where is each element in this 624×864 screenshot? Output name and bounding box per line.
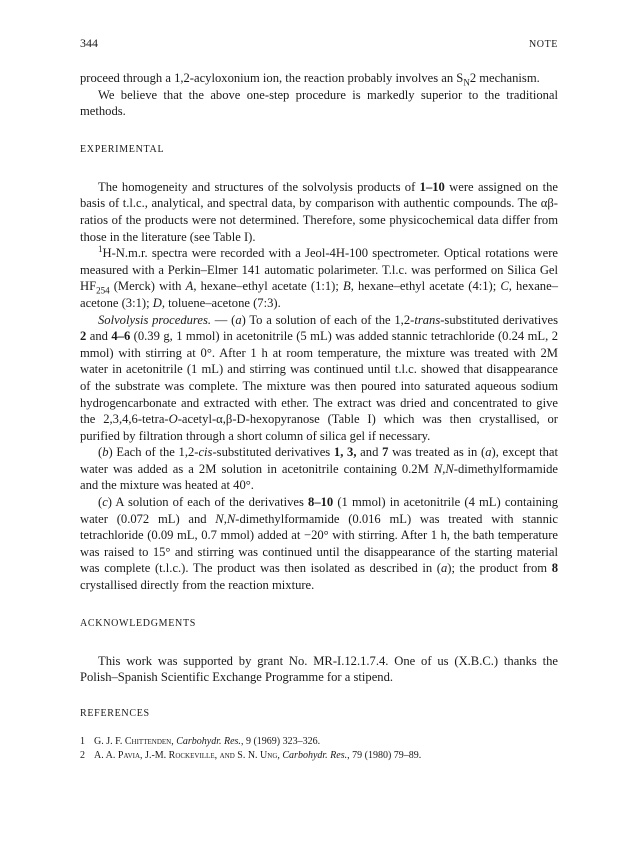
running-head: NOTE bbox=[528, 39, 558, 50]
reference-list bbox=[80, 735, 558, 763]
page-header bbox=[80, 36, 558, 58]
reference-item: 1 G. J. F. Chittenden, Carbohydr. Res., 9 (1969) 323–326. bbox=[80, 735, 321, 747]
intro-paragraph-2: We believe that the above one-step procedure is markedly superior to the traditional methods. bbox=[80, 87, 558, 119]
acknowledgments-text: This work was supported by grant No. MR-I.12.1.7.4. One of us (X.B.C.) thanks the Polish–Spanish Scientific Exchange Programme for a stipend. bbox=[80, 653, 558, 685]
solvolysis-paragraph-a: Solvolysis procedures. — (a) To a solution of each of the 1,2-trans-substituted derivatives 2 and 4–6 (0.39 g, 1 mmol) in acetonitrile (5 mL) was added stannic tetrachloride (0.24 mL, 2 mmol) with stirring at 0°. After 1 h at room temperature, the mixture was treated with 2M water in acetonitrile (1 mL) and stirring was continued until t.l.c. showed that disappearance of the substrate was complete. The mixture was then poured into saturated aqueous sodium hydrogencarbonate and extracted with ether. The extract was dried and concentrated to give the 2,3,4,6-tetra-O-acetyl-α,β-D-hexopyranose (Table I) which was then crystallised, or purified by filtration through a short column of silica gel if necessary. bbox=[80, 312, 559, 443]
solvolysis-paragraph-b: (b) Each of the 1,2-cis-substituted derivatives 1, 3, and 7 was treated as in (a), except that water was added as a 2M solution in acetonitrile containing 0.2M N,N-dimethylformamide and the mixture was heated at 40°. bbox=[80, 445, 558, 493]
experimental-heading: EXPERIMENTAL bbox=[80, 143, 165, 155]
references-heading: REFERENCES bbox=[80, 707, 150, 719]
reference-item: 2 A. A. Pavia, J.-M. Rockeville, and S. N. Ung, Carbohydr. Res., 79 (1980) 79–89. bbox=[80, 749, 422, 761]
intro-paragraph-1: proceed through a 1,2-acyloxonium ion, the reaction probably involves an $S_N2$ mechanism. bbox=[80, 71, 540, 88]
page-number: 344 bbox=[80, 36, 98, 50]
experimental-paragraph-2: $^1$H-N.m.r. spectra were recorded with a Jeol-4H-100 spectrometer. Optical rotations were measured with a Perkin–Elmer 141 automatic polarimeter. T.l.c. was performed on Silica Gel $HF_{254}$ (Merck) with A, hexane–ethyl acetate (1:1); B, hexane–ethyl acetate (4:1); C, hexane–acetone (3:1); D, toluene–acetone (7:3). bbox=[80, 243, 558, 310]
experimental-paragraph-1: The homogeneity and structures of the solvolysis products of 1–10 were assigned on the basis of t.l.c., analytical, and spectral data, by comparison with authentic compounds. The αβ-ratios of the products were not determined. Therefore, some physicochemical data differ from those in the literature (see Table I). bbox=[80, 179, 558, 244]
solvolysis-paragraph-c: (c) A solution of each of the derivatives 8–10 (1 mmol) in acetonitrile (4 mL) containing water (0.072 mL) and N,N-dimethylformamide (0.016 mL) was treated with stannic tetrachloride (0.09 mL, 0.7 mmol) added at −20° with stirring. After 1 h, the bath temperature was raised to 15° and stirring was continued until the disappearance of the starting material was complete (t.l.c.). The product was then isolated as described in (a); the product from 8 crystallised directly from the reaction mixture. bbox=[80, 495, 558, 593]
acknowledgments-heading: ACKNOWLEDGMENTS bbox=[80, 617, 197, 629]
page bbox=[80, 36, 558, 763]
